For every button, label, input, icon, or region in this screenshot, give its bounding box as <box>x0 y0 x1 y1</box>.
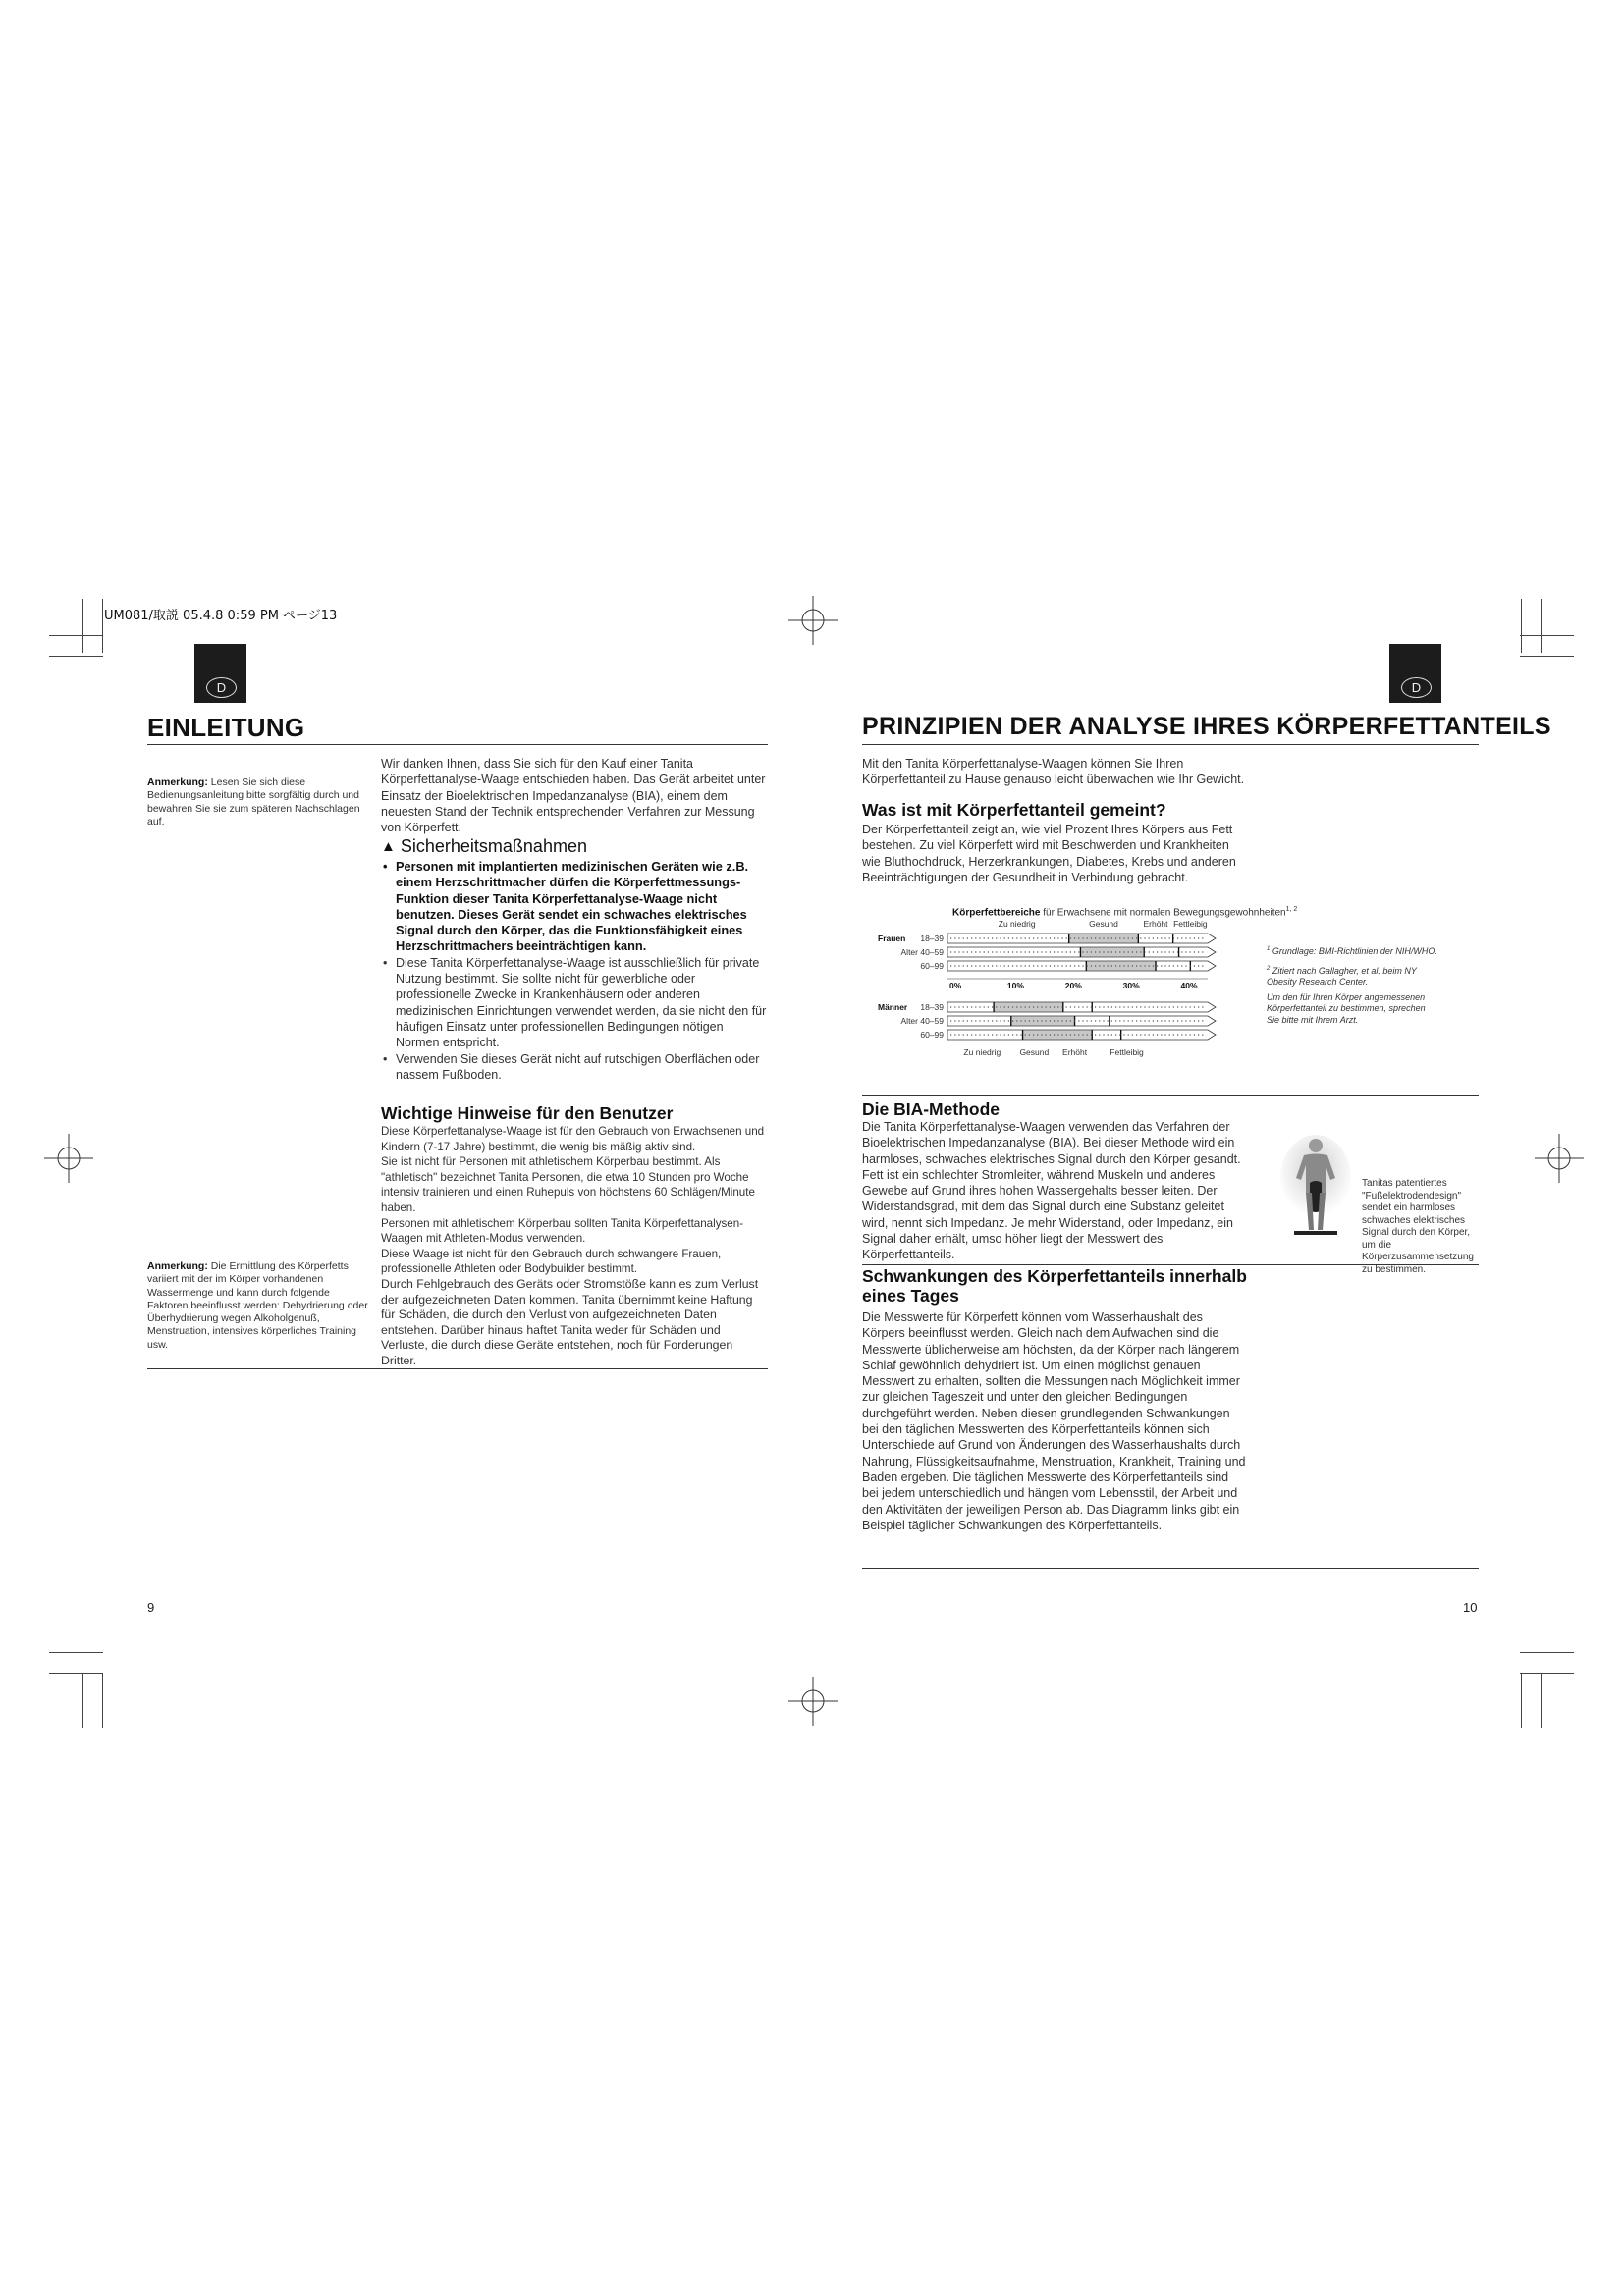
crop-mark <box>1521 1674 1522 1728</box>
crop-mark <box>49 1673 103 1674</box>
registration-mark-right <box>1535 1134 1584 1183</box>
warning-icon: ▲ <box>381 838 396 855</box>
chart-title-rest: für Erwachsene mit normalen Bewegungsgewohnheiten <box>1040 907 1286 919</box>
note-read-manual <box>147 776 368 828</box>
page-bottom-rule <box>147 1368 768 1369</box>
crop-mark <box>102 599 103 653</box>
chart-category-label: Zu niedrig <box>963 1047 1001 1057</box>
chart-group-label: Männer <box>878 1002 908 1012</box>
chart-axis-tick: 10% <box>1006 981 1024 990</box>
body-fat-chart-title <box>952 906 1297 918</box>
meaning-heading: Was ist mit Körperfettanteil gemeint? <box>862 800 1166 820</box>
user-hints-section <box>381 1103 768 1369</box>
chart-category-label: Fettleibig <box>1110 1047 1144 1057</box>
title-rule <box>862 744 1479 745</box>
body-fat-chart <box>874 918 1247 1085</box>
hints-paragraph: Diese Waage ist nicht für den Gebrauch durch schwangere Frauen, professionelle Athleten oder Bodybuilder bestimmt. <box>381 1247 722 1276</box>
title-rule <box>147 744 768 745</box>
chart-axis-tick: 40% <box>1180 981 1198 990</box>
chart-note <box>1267 992 1438 1027</box>
crop-mark <box>1520 635 1574 636</box>
fluctuation-heading: Schwankungen des Körperfettanteils innerhalb eines Tages <box>862 1266 1247 1306</box>
hints-paragraph: Personen mit athletischem Körperbau sollten Tanita Körperfettanalysen-Waagen mit Athleten-Modus verwenden. <box>381 1216 744 1246</box>
chart-age-label: 18–39 <box>920 934 944 943</box>
chart-category-label: Gesund <box>1019 1047 1050 1057</box>
safety-item: • Verwenden Sie dieses Gerät nicht auf rutschigen Oberflächen oder nassem Fußboden. <box>381 1051 768 1084</box>
safety-bold-list <box>381 859 768 955</box>
language-badge-left <box>194 644 246 703</box>
chart-category-label: Erhöht <box>1143 919 1168 929</box>
bia-body-figure <box>1276 1134 1355 1240</box>
right-intro: Mit den Tanita Körperfettanalyse-Waagen können Sie Ihren Körperfettanteil zu Hause genauso leicht überwachen wie Ihr Gewicht. <box>862 757 1245 787</box>
safety-item: • Diese Tanita Körperfettanalyse-Waage ist ausschließlich für private Nutzung bestimmt. Sie sollte nicht für gewerbliche oder professionelle Zwecke in Krankenhäusern oder anderen medizinischen Einrichtungen verwendet werden, da sie nicht den für häufigen Einsatz unter professionellen Bedingungen nötigen Normen entspricht. <box>381 955 768 1051</box>
note-body-fat-variation <box>147 1260 368 1352</box>
hints-paragraph: Diese Körperfettanalyse-Waage ist für den Gebrauch von Erwachsenen und Kindern (7-17 Jahre) bestimmt, die wenig bis mäßig aktiv sind. <box>381 1125 765 1153</box>
chart-title-sup: 1, 2 <box>1285 906 1298 913</box>
crop-mark <box>49 656 103 657</box>
crop-mark <box>1520 1673 1574 1674</box>
chart-note-text: Grundlage: BMI-Richtlinien der NIH/WHO. <box>1272 946 1437 956</box>
chart-notes <box>1267 944 1463 1026</box>
safety-list <box>381 955 768 1083</box>
chart-category-label: Fettleibig <box>1173 919 1208 929</box>
crop-mark <box>1521 599 1522 653</box>
chart-category-label: Gesund <box>1089 919 1118 929</box>
page-title-left: EINLEITUNG <box>147 713 305 742</box>
language-badge-letter: D <box>206 677 237 698</box>
crop-mark <box>1541 1674 1542 1728</box>
intro-paragraph: Wir danken Ihnen, dass Sie sich für den Kauf einer Tanita Körperfettanalyse-Waage entschieden haben. Das Gerät arbeitet unter Einsatz der Bioelektrischen Impedanzanalyse (BIA), einem dem neuesten Stand der Technik entsprechenden Verfahren zur Messung von Körperfett. <box>381 757 766 835</box>
chart-note-text: Um den für Ihren Körper angemessenen Körperfettanteil zu bestimmen, sprechen Sie bitte mit Ihrem Arzt. <box>1267 991 1426 1025</box>
chart-age-label: Alter 40–59 <box>900 1016 944 1026</box>
note-text: Die Ermittlung des Körperfetts variiert mit der im Körper vorhandenen Wassermenge und kann durch folgende Faktoren beeinflusst werden: Dehydrierung oder Überhydrierung wegen Alkoholgenuß, Menstruation, intensives körperliches Training usw. <box>147 1260 368 1351</box>
language-badge-right <box>1389 644 1441 703</box>
print-header: UM081/取説 05.4.8 0:59 PM ページ13 <box>104 609 338 623</box>
chart-axis-tick: 0% <box>949 981 962 990</box>
registration-mark-top <box>788 596 838 645</box>
hints-paragraph: Sie ist nicht für Personen mit athletischem Körperbau bestimmt. Als "athletisch" bezeichnet Tanita Personen, die etwa 10 Stunden pro Woche intensiv trainieren und einen Ruhepuls von höchstens 60 Schlägen/Minute haben. <box>381 1155 755 1214</box>
chart-group-label: Frauen <box>878 934 906 943</box>
chart-note <box>1267 964 1438 988</box>
note-text: Lesen Sie sich diese Bedienungsanleitung bitte sorgfältig durch und bewahren Sie sie zum späteren Nachschlagen auf. <box>147 776 360 828</box>
section-rule <box>862 1095 1479 1096</box>
bia-heading: Die BIA-Methode <box>862 1099 1000 1119</box>
bia-figure-caption: Tanitas patentiertes "Fußelektrodendesign" sendet ein harmloses schwaches elektrisches Signal durch den Körper, um die Körperzusammensetzung zu bestimmen. <box>1362 1178 1474 1275</box>
safety-heading-text: Sicherheitsmaßnahmen <box>400 836 587 856</box>
chart-age-label: Alter 40–59 <box>900 947 944 957</box>
section-rule <box>862 1264 1479 1265</box>
chart-note-sup: 2 <box>1267 965 1271 972</box>
chart-age-label: 60–99 <box>920 961 944 971</box>
registration-mark-bottom <box>788 1677 838 1726</box>
chart-age-label: 60–99 <box>920 1030 944 1040</box>
chart-axis-tick: 30% <box>1122 981 1140 990</box>
safety-item-pacemaker: • Personen mit implantierten medizinischen Geräten wie z.B. einem Herzschrittmacher dürfen die Körperfettmessungs-Funktion dieser Tanita Körperfettanalyse-Waage nicht benutzen. Dieses Gerät sendet ein schwaches elektrisches Signal durch den Körper, das die Funktionsfähigkeit eines Herzschrittmachers beeinträchtigen kann. <box>381 859 768 955</box>
safety-section <box>381 836 768 1083</box>
page-number-right: 10 <box>1463 1600 1478 1615</box>
chart-axis-tick: 20% <box>1064 981 1082 990</box>
note-label: Anmerkung: <box>147 1260 208 1272</box>
crop-mark <box>1520 1652 1574 1653</box>
hints-body <box>381 1124 768 1369</box>
safety-heading <box>381 836 768 857</box>
hints-paragraph: Durch Fehlgebrauch des Geräts oder Stromstöße kann es zum Verlust der aufgezeichneten Daten kommen. Tanita übernimmt keine Haftung für Schäden, die durch den Verlust von aufgezeichneten Daten entstehen. Darüber hinaus haftet Tanita weder für Schäden und Verluste, die durch diese Geräte entstehen, noch für Forderungen Dritter. <box>381 1276 759 1367</box>
crop-mark <box>49 1652 103 1653</box>
chart-note-sup: 1 <box>1267 946 1271 952</box>
language-badge-letter: D <box>1401 677 1432 698</box>
chart-category-label: Zu niedrig <box>998 919 1036 929</box>
registration-mark-left <box>44 1134 93 1183</box>
fluctuation-text: Die Messwerte für Körperfett können vom Wasserhaushalt des Körpers beeinflusst werden. Gleich nach dem Aufwachen sind die Messwerte üblicherweise am höchsten, da der Körper nach längerem Schlaf gewöhnlich dehydriert ist. Um einen möglichst genauen Messwert zu erhalten, sollten die Messungen nach Möglichkeit immer zur gleichen Tageszeit und unter den gleichen Bedingungen durchgeführt werden. Neben diesen grundlegenden Schwankungen bei den täglichen Messwerten des Körperfettanteils können sich Unterschiede auf Grund von Änderungen des Wasserhaushalts durch Nahrung, Flüssigkeitsaufnahme, Menstruation, Krankheit, Training und Baden ergeben. Die täglichen Messwerte des Körperfettanteils sind bei jedem unterschiedlich und hängen vom Lebensstil, der Arbeit und den Aktivitäten der jeweiligen Person ab. Das Diagramm links gibt ein Beispiel täglicher Schwankungen des Körperfettanteils. <box>862 1310 1246 1532</box>
note-label: Anmerkung: <box>147 776 208 788</box>
page-bottom-rule <box>862 1568 1479 1569</box>
chart-note-text: Zitiert nach Gallagher, et al. beim NY Obesity Research Center. <box>1267 965 1417 987</box>
chart-note <box>1267 944 1463 958</box>
hints-heading: Wichtige Hinweise für den Benutzer <box>381 1103 674 1123</box>
meaning-text: Der Körperfettanteil zeigt an, wie viel Prozent Ihres Körpers aus Fett bestehen. Zu viel Körperfett wird mit Beschwerden und Krankheiten wie Bluthochdruck, Herzerkrankungen, Diabetes, Krebs und anderen Beeinträchtigungen der Gesundheit in Verbindung gebracht. <box>862 823 1236 884</box>
crop-mark <box>102 1674 103 1728</box>
crop-mark <box>1520 656 1574 657</box>
chart-age-label: 18–39 <box>920 1002 944 1012</box>
crop-mark <box>49 635 103 636</box>
crop-mark <box>82 599 83 653</box>
chart-category-label: Erhöht <box>1062 1047 1088 1057</box>
chart-title-bold: Körperfettbereiche <box>952 907 1041 919</box>
crop-mark <box>1541 599 1542 653</box>
page-number-left: 9 <box>147 1600 155 1615</box>
crop-mark <box>82 1674 83 1728</box>
bia-text: Die Tanita Körperfettanalyse-Waagen verwenden das Verfahren der Bioelektrischen Impedanzanalyse (BIA). Bei dieser Methode wird ein harmloses, schwaches elektrisches Signal durch den Körper gesandt. Fett ist ein schlechter Stromleiter, während Muskeln und anderes Gewebe auf Grund ihres hohen Wassergehalts besser leiten. Der Widerstandsgrad, mit dem das Signal durch eine Substanz geleitet wird, nennt sich Impedanz. Je mehr Widerstand, oder Impedanz, ein Signal daher erhält, umso höher liegt der Messwert des Körperfettanteils. <box>862 1120 1241 1262</box>
page-title-right: PRINZIPIEN DER ANALYSE IHRES KÖRPERFETTANTEILS <box>862 713 1551 740</box>
